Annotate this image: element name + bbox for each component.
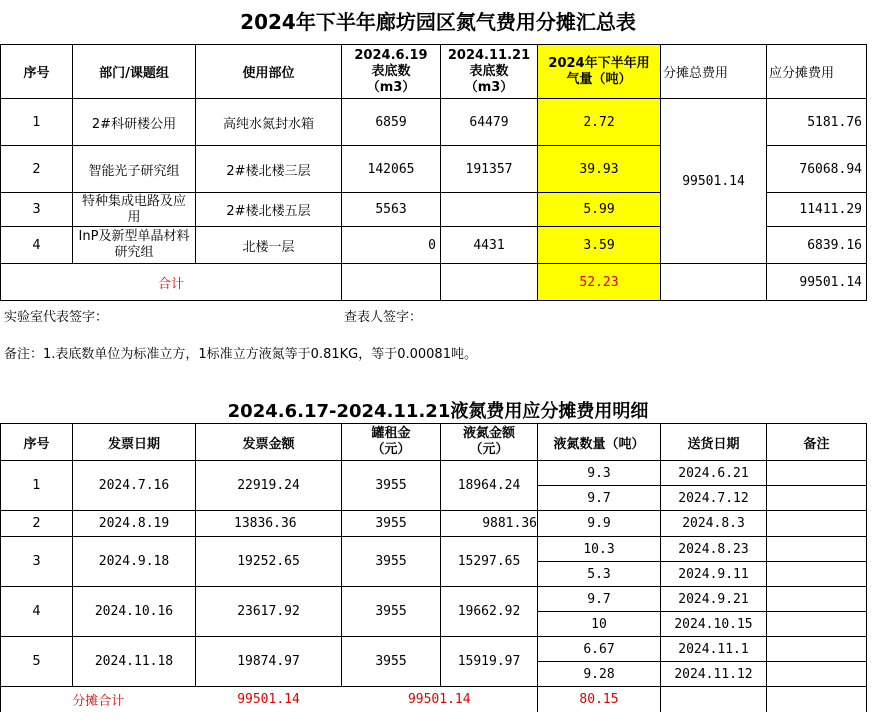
- ln-qty: 10: [538, 612, 661, 637]
- col-header-total-cost: 分摊总费用: [661, 45, 767, 99]
- detail-table: [0, 423, 867, 712]
- summary-title: 2024年下半年廊坊园区氮气费用分摊汇总表: [240, 10, 636, 34]
- invoice-date: 2024.7.16: [73, 461, 196, 511]
- total-usage: 52.23: [538, 264, 661, 301]
- delivery-date: 2024.11.1: [661, 637, 767, 662]
- row-share: 6839.16: [767, 227, 867, 264]
- remark-cell: [767, 662, 867, 687]
- col-header-share: 应分摊费用: [767, 45, 867, 99]
- row-end: 4431: [441, 227, 538, 264]
- invoice-amount: 22919.24: [196, 461, 342, 511]
- remark-cell: [767, 637, 867, 662]
- col-header-tank-rent: 罐租金 （元）: [342, 424, 441, 461]
- ln-qty: 9.7: [538, 587, 661, 612]
- detail-total-qty: 80.15: [538, 687, 661, 712]
- invoice-date: 2024.8.19: [73, 511, 196, 537]
- detail-total-ln: 99501.14: [342, 687, 538, 712]
- tank-rent: 3955: [342, 537, 441, 587]
- detail-title: 2024.6.17-2024.11.21液氮费用应分摊费用明细: [227, 401, 649, 422]
- table-row: [1, 99, 867, 146]
- ln-amount: 15297.65: [441, 537, 538, 587]
- ln-amount: 15919.97: [441, 637, 538, 687]
- total-row: [1, 264, 867, 301]
- group-no: 3: [1, 537, 73, 587]
- empty-cell: [661, 264, 767, 301]
- reader-signature-label: 查表人签字：: [344, 310, 423, 325]
- row-end: 191357: [441, 146, 538, 193]
- remark-cell: [767, 587, 867, 612]
- detail-total-invoice: 99501.14: [196, 687, 342, 712]
- group-no: 5: [1, 637, 73, 687]
- remark-text: 备注：1.表底数单位为标准立方，1标准立方液氮等于0.81KG，等于0.00081吨。: [4, 347, 477, 362]
- row-location: 北楼一层: [196, 227, 342, 264]
- ln-amount: 9881.36: [441, 511, 538, 537]
- group-no: 2: [1, 511, 73, 537]
- ln-qty: 9.28: [538, 662, 661, 687]
- group-no: 1: [1, 461, 73, 511]
- col-header-dept: 部门/课题组: [73, 45, 196, 99]
- ln-amount: 18964.24: [441, 461, 538, 511]
- invoice-date: 2024.10.16: [73, 587, 196, 637]
- detail-total-row: [1, 687, 867, 712]
- delivery-date: 2024.11.12: [661, 662, 767, 687]
- col-header-ln-amount: 液氮金额 （元）: [441, 424, 538, 461]
- col-header-no: 序号: [1, 45, 73, 99]
- remark-cell: [767, 612, 867, 637]
- ln-amount: 19662.92: [441, 587, 538, 637]
- row-location: 2#楼北楼五层: [196, 193, 342, 227]
- col-header-delivery-date: 送货日期: [661, 424, 767, 461]
- col-header-invoice-date: 发票日期: [73, 424, 196, 461]
- col-header-usage: 2024年下半年用 气量（吨）: [538, 45, 661, 99]
- ln-qty: 6.67: [538, 637, 661, 662]
- table-row: [1, 461, 867, 486]
- row-share: 11411.29: [767, 193, 867, 227]
- col-header-start-reading: 2024.6.19 表底数 （m3）: [342, 45, 441, 99]
- delivery-date: 2024.6.21: [661, 461, 767, 486]
- row-share: 5181.76: [767, 99, 867, 146]
- row-share: 76068.94: [767, 146, 867, 193]
- total-label: 合计: [1, 264, 342, 301]
- row-no: 4: [1, 227, 73, 264]
- col-header-invoice-amount: 发票金额: [196, 424, 342, 461]
- delivery-date: 2024.7.12: [661, 486, 767, 511]
- table-row: [1, 587, 867, 612]
- remark-cell: [767, 461, 867, 486]
- delivery-date: 2024.9.21: [661, 587, 767, 612]
- row-dept: 智能光子研究组: [73, 146, 196, 193]
- row-no: 1: [1, 99, 73, 146]
- group-no: 4: [1, 587, 73, 637]
- row-end: [441, 193, 538, 227]
- empty-cell: [661, 687, 767, 712]
- table-row: [1, 637, 867, 662]
- ln-qty: 5.3: [538, 562, 661, 587]
- invoice-date: 2024.11.18: [73, 637, 196, 687]
- row-no: 2: [1, 146, 73, 193]
- row-usage: 3.59: [538, 227, 661, 264]
- delivery-date: 2024.9.11: [661, 562, 767, 587]
- row-end: 64479: [441, 99, 538, 146]
- empty-cell: [342, 264, 441, 301]
- row-dept: InP及新型单晶材料研究组: [73, 227, 196, 264]
- ln-qty: 9.9: [538, 511, 661, 537]
- delivery-date: 2024.10.15: [661, 612, 767, 637]
- invoice-amount: 19252.65: [196, 537, 342, 587]
- table-row: [1, 511, 867, 537]
- invoice-amount: 13836.36: [196, 511, 342, 537]
- row-start: 0: [342, 227, 441, 264]
- col-header-no: 序号: [1, 424, 73, 461]
- delivery-date: 2024.8.23: [661, 537, 767, 562]
- detail-total-label: 分摊合计: [1, 687, 196, 712]
- row-start: 5563: [342, 193, 441, 227]
- invoice-amount: 19874.97: [196, 637, 342, 687]
- row-usage: 5.99: [538, 193, 661, 227]
- row-start: 6859: [342, 99, 441, 146]
- row-usage: 39.93: [538, 146, 661, 193]
- tank-rent: 3955: [342, 511, 441, 537]
- col-header-ln-qty: 液氮数量（吨）: [538, 424, 661, 461]
- col-header-location: 使用部位: [196, 45, 342, 99]
- row-usage: 2.72: [538, 99, 661, 146]
- col-header-remark: 备注: [767, 424, 867, 461]
- invoice-date: 2024.9.18: [73, 537, 196, 587]
- ln-qty: 10.3: [538, 537, 661, 562]
- ln-qty: 9.3: [538, 461, 661, 486]
- remark-cell: [767, 537, 867, 562]
- row-dept: 2#科研楼公用: [73, 99, 196, 146]
- row-start: 142065: [342, 146, 441, 193]
- tank-rent: 3955: [342, 637, 441, 687]
- col-header-end-reading: 2024.11.21 表底数 （m3）: [441, 45, 538, 99]
- remark-cell: [767, 562, 867, 587]
- summary-table: [0, 44, 867, 301]
- tank-rent: 3955: [342, 587, 441, 637]
- tank-rent: 3955: [342, 461, 441, 511]
- total-cost-cell: 99501.14: [661, 99, 767, 264]
- row-dept: 特种集成电路及应用: [73, 193, 196, 227]
- invoice-amount: 23617.92: [196, 587, 342, 637]
- lab-signature-label: 实验室代表签字：: [4, 310, 109, 325]
- ln-qty: 9.7: [538, 486, 661, 511]
- empty-cell: [767, 687, 867, 712]
- remark-cell: [767, 486, 867, 511]
- delivery-date: 2024.8.3: [661, 511, 767, 537]
- table-row: [1, 537, 867, 562]
- row-location: 2#楼北楼三层: [196, 146, 342, 193]
- empty-cell: [441, 264, 538, 301]
- total-share: 99501.14: [767, 264, 867, 301]
- row-location: 高纯水氮封水箱: [196, 99, 342, 146]
- row-no: 3: [1, 193, 73, 227]
- remark-cell: [767, 511, 867, 537]
